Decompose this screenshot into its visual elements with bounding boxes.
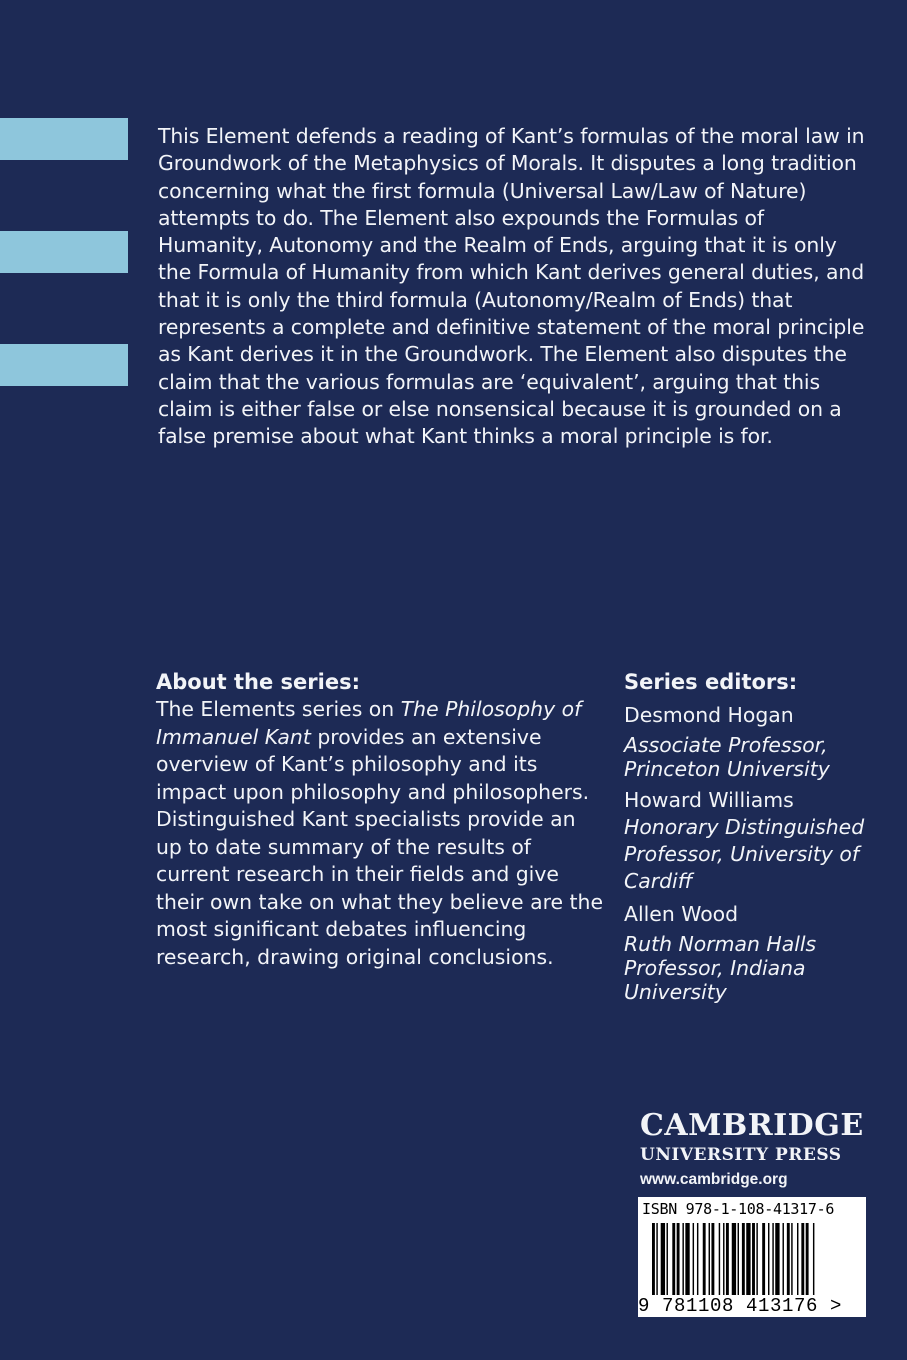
editor-name: Allen Wood — [624, 902, 739, 926]
accent-bar-top — [0, 118, 128, 160]
ean-number: 9 781108 413176 > — [638, 1295, 843, 1317]
barcode-bar — [801, 1223, 804, 1295]
editor-entry — [624, 901, 894, 1004]
barcode-bar — [703, 1223, 706, 1295]
barcode-bar — [791, 1223, 792, 1295]
series-editors-section — [624, 668, 894, 1010]
barcode-bar — [797, 1223, 798, 1295]
series-title: The Philosophy of Immanuel Kant — [156, 697, 582, 749]
barcode-bar — [709, 1223, 710, 1295]
barcode-bar — [742, 1223, 745, 1295]
barcode-bar — [677, 1223, 680, 1295]
barcode-bar — [672, 1223, 675, 1295]
barcode-bar — [746, 1223, 750, 1295]
publisher-name: CAMBRIDGE — [640, 1108, 864, 1143]
editor-entry — [624, 787, 894, 895]
editor-role: Honorary Distinguished Professor, University of Cardiff — [624, 815, 865, 893]
barcode-bar — [772, 1223, 773, 1295]
about-series-heading: About the series: — [156, 670, 360, 694]
barcode-bar — [661, 1223, 665, 1295]
publisher-url: www.cambridge.org — [640, 1171, 788, 1188]
barcode-bar — [783, 1223, 784, 1295]
book-blurb: This Element defends a reading of Kant’s formulas of the moral law in Groundwork of the Metaphysics of Morals. It disputes a long tradition concerning what the first formula (Universal Law/Law of Nature) attempts to do. The Element also expounds the Formulas of Humanity, Autonomy and the Realm of Ends, arguing that it is only the Formula of Humanity from which Kant derives general duties, and that it is only the third formula (Autonomy/Realm of Ends) that represents a complete and definitive statement of the moral principle as Kant derives it in the Groundwork. The Element also disputes the claim that the various formulas are ‘equivalent’, arguing that this claim is either false or else nonsensical because it is grounded on a false premise about what Kant thinks a moral principle is for. — [158, 124, 865, 449]
barcode-bar — [667, 1223, 668, 1295]
barcode-bar — [656, 1223, 657, 1295]
barcode-bar — [726, 1223, 729, 1295]
about-series-section — [156, 668, 606, 971]
barcode-bar — [738, 1223, 739, 1295]
barcode-bar — [682, 1223, 683, 1295]
barcode-bar — [787, 1223, 790, 1295]
publisher-logo — [640, 1108, 880, 1190]
isbn-text: ISBN 978-1-108-41317-6 — [642, 1200, 835, 1218]
barcode-bar — [806, 1223, 809, 1295]
barcode-bar — [732, 1223, 736, 1295]
isbn-barcode — [638, 1197, 866, 1317]
barcode-bar — [652, 1223, 655, 1295]
editor-entry — [624, 702, 894, 781]
barcode-bar — [723, 1223, 724, 1295]
barcode-bar — [693, 1223, 694, 1295]
barcode-bar — [697, 1223, 698, 1295]
series-editors-heading: Series editors: — [624, 670, 798, 694]
about-text-intro: The Elements series on — [156, 697, 401, 721]
accent-bar-bottom — [0, 344, 128, 386]
about-series-text — [156, 696, 606, 971]
barcode-bar — [719, 1223, 720, 1295]
editor-name: Howard Williams — [624, 788, 794, 812]
barcode-bar — [756, 1223, 757, 1295]
about-text-body: provides an extensive overview of Kant’s philosophy and its impact upon philosophy and philosophers. Distinguished Kant specialists provide an up to date summary of the results of current research in their fields and give their own take on what they believe are the most significant debates influencing research, drawing original conclusions. — [156, 724, 603, 969]
barcode-bars — [652, 1223, 852, 1295]
publisher-press: UNIVERSITY PRESS — [640, 1145, 842, 1165]
editor-role: Ruth Norman Halls Professor, Indiana University — [624, 932, 817, 1004]
barcode-bar — [768, 1223, 769, 1295]
barcode-bar — [711, 1223, 714, 1295]
barcode-bar — [762, 1223, 765, 1295]
barcode-bar — [775, 1223, 779, 1295]
barcode-bar — [685, 1223, 689, 1295]
barcode-bar — [752, 1223, 755, 1295]
barcode-bar — [813, 1223, 814, 1295]
accent-bar-middle — [0, 231, 128, 273]
editor-name: Desmond Hogan — [624, 703, 794, 727]
editor-role: Associate Professor, Princeton University — [624, 733, 830, 781]
